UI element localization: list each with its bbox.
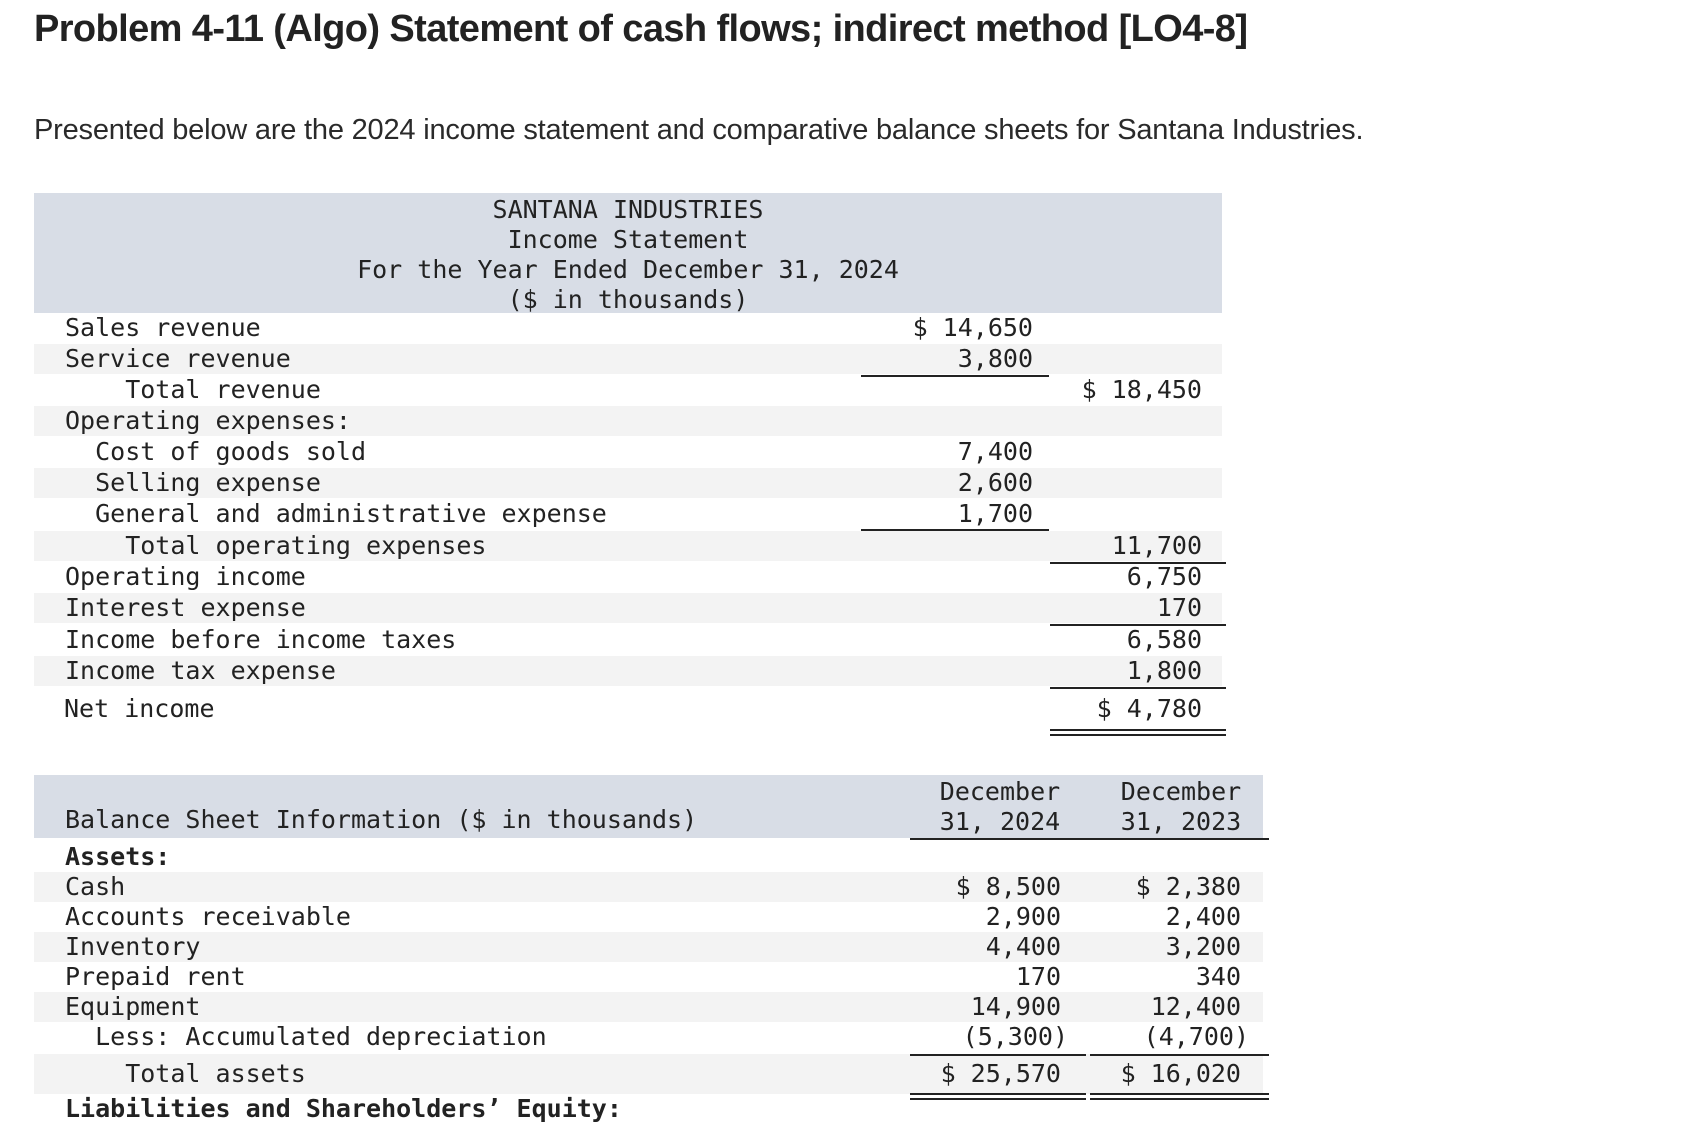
row-label: Operating expenses: <box>65 406 351 435</box>
row-value: 7,400 <box>957 437 1033 466</box>
table-row <box>34 344 1222 374</box>
table-row <box>34 313 1222 343</box>
row-total: $ 18,450 <box>1081 375 1202 404</box>
row-label: Income tax expense <box>65 656 336 685</box>
table-row <box>34 531 1222 561</box>
balance-sheet-heading: Balance Sheet Information ($ in thousands) <box>65 805 698 834</box>
row-value-2024: (5,300) <box>962 1022 1068 1051</box>
table-row <box>34 625 1222 655</box>
row-value: 2,600 <box>957 468 1033 497</box>
company-name: SANTANA INDUSTRIES <box>492 195 764 224</box>
page-title: Problem 4-11 (Algo) Statement of cash flows; indirect method [LO4-8] <box>34 8 1248 50</box>
row-label: Sales revenue <box>65 313 261 342</box>
row-total: $ 4,780 <box>1096 694 1202 723</box>
table-row <box>34 932 1263 962</box>
table-row <box>34 593 1222 623</box>
table-row <box>34 468 1222 498</box>
row-value-2024: 2,900 <box>985 902 1061 931</box>
row-value-2023: 340 <box>1195 962 1241 991</box>
subtotal-rule <box>1050 687 1226 689</box>
row-total: 11,700 <box>1111 531 1202 560</box>
header-rule <box>910 838 1269 840</box>
row-label: Income before income taxes <box>65 625 457 654</box>
total-double-rule <box>1050 729 1226 736</box>
table-row <box>34 962 1263 992</box>
income-statement-header <box>34 193 1222 313</box>
subtotal-rule <box>1050 624 1226 626</box>
table-row <box>34 406 1222 436</box>
row-total: 6,750 <box>1126 562 1202 591</box>
row-value-2024: $ 25,570 <box>940 1059 1061 1088</box>
row-label: General and administrative expense <box>65 499 607 528</box>
row-value-2023: $ 16,020 <box>1120 1059 1241 1088</box>
intro-text: Presented below are the 2024 income statement and comparative balance sheets for Santana Industries. <box>34 114 1364 146</box>
liabilities-heading: Liabilities and Shareholders’ Equity: <box>65 1094 622 1123</box>
subtotal-rule <box>910 1054 1086 1056</box>
row-total: 1,800 <box>1126 656 1202 685</box>
row-value: 1,700 <box>957 499 1033 528</box>
row-value: 3,800 <box>957 344 1033 373</box>
row-value-2023: (4,700) <box>1143 1022 1249 1051</box>
row-total: 6,580 <box>1126 625 1202 654</box>
subtotal-rule <box>1050 562 1226 564</box>
row-value-2023: 2,400 <box>1165 902 1241 931</box>
balance-sheet-header <box>34 775 1263 838</box>
table-row <box>34 656 1222 686</box>
table-row <box>34 499 1222 529</box>
row-label: Prepaid rent <box>65 962 246 991</box>
row-value-2024: 170 <box>1015 962 1061 991</box>
row-label: Operating income <box>65 562 306 591</box>
row-label: Net income <box>64 694 215 723</box>
row-label: Total assets <box>65 1059 306 1088</box>
row-total: 170 <box>1156 593 1202 622</box>
table-row <box>34 872 1263 902</box>
col-header-2023-line1: December <box>1120 777 1242 806</box>
row-label: Cost of goods sold <box>65 437 367 466</box>
table-row <box>34 992 1263 1022</box>
table-row <box>34 437 1222 467</box>
row-value-2023: $ 2,380 <box>1135 872 1241 901</box>
col-header-2023-line2: 31, 2023 <box>1120 807 1242 836</box>
row-value-2024: 14,900 <box>970 992 1061 1021</box>
row-label: Accounts receivable <box>65 902 351 931</box>
table-row <box>34 1022 1263 1052</box>
total-double-rule <box>910 1093 1086 1100</box>
subtotal-rule <box>861 529 1049 531</box>
row-value: $ 14,650 <box>912 313 1033 342</box>
row-label: Total revenue <box>65 375 321 404</box>
statement-name: Income Statement <box>507 225 749 254</box>
table-row <box>34 375 1222 405</box>
assets-heading: Assets: <box>65 842 171 871</box>
table-row <box>34 694 1222 724</box>
row-value-2023: 12,400 <box>1150 992 1241 1021</box>
subtotal-rule <box>1090 1054 1269 1056</box>
row-label: Inventory <box>65 932 201 961</box>
row-label: Selling expense <box>65 468 321 497</box>
row-label: Cash <box>65 872 126 901</box>
table-row <box>34 562 1222 592</box>
table-row <box>34 1054 1263 1094</box>
row-value-2024: $ 8,500 <box>955 872 1061 901</box>
row-value-2024: 4,400 <box>985 932 1061 961</box>
row-label: Less: Accumulated depreciation <box>65 1022 547 1051</box>
row-label: Equipment <box>65 992 201 1021</box>
subtotal-rule <box>861 375 1049 377</box>
col-header-2024-line1: December <box>939 777 1061 806</box>
row-label: Service revenue <box>65 344 291 373</box>
section-heading-row <box>34 842 1263 872</box>
total-double-rule <box>1090 1093 1269 1100</box>
row-label: Interest expense <box>65 593 306 622</box>
row-label: Total operating expenses <box>65 531 487 560</box>
table-row <box>34 902 1263 932</box>
statement-period: For the Year Ended December 31, 2024 <box>357 255 899 284</box>
col-header-2024-line2: 31, 2024 <box>939 807 1061 836</box>
statement-units: ($ in thousands) <box>507 285 749 314</box>
row-value-2023: 3,200 <box>1165 932 1241 961</box>
